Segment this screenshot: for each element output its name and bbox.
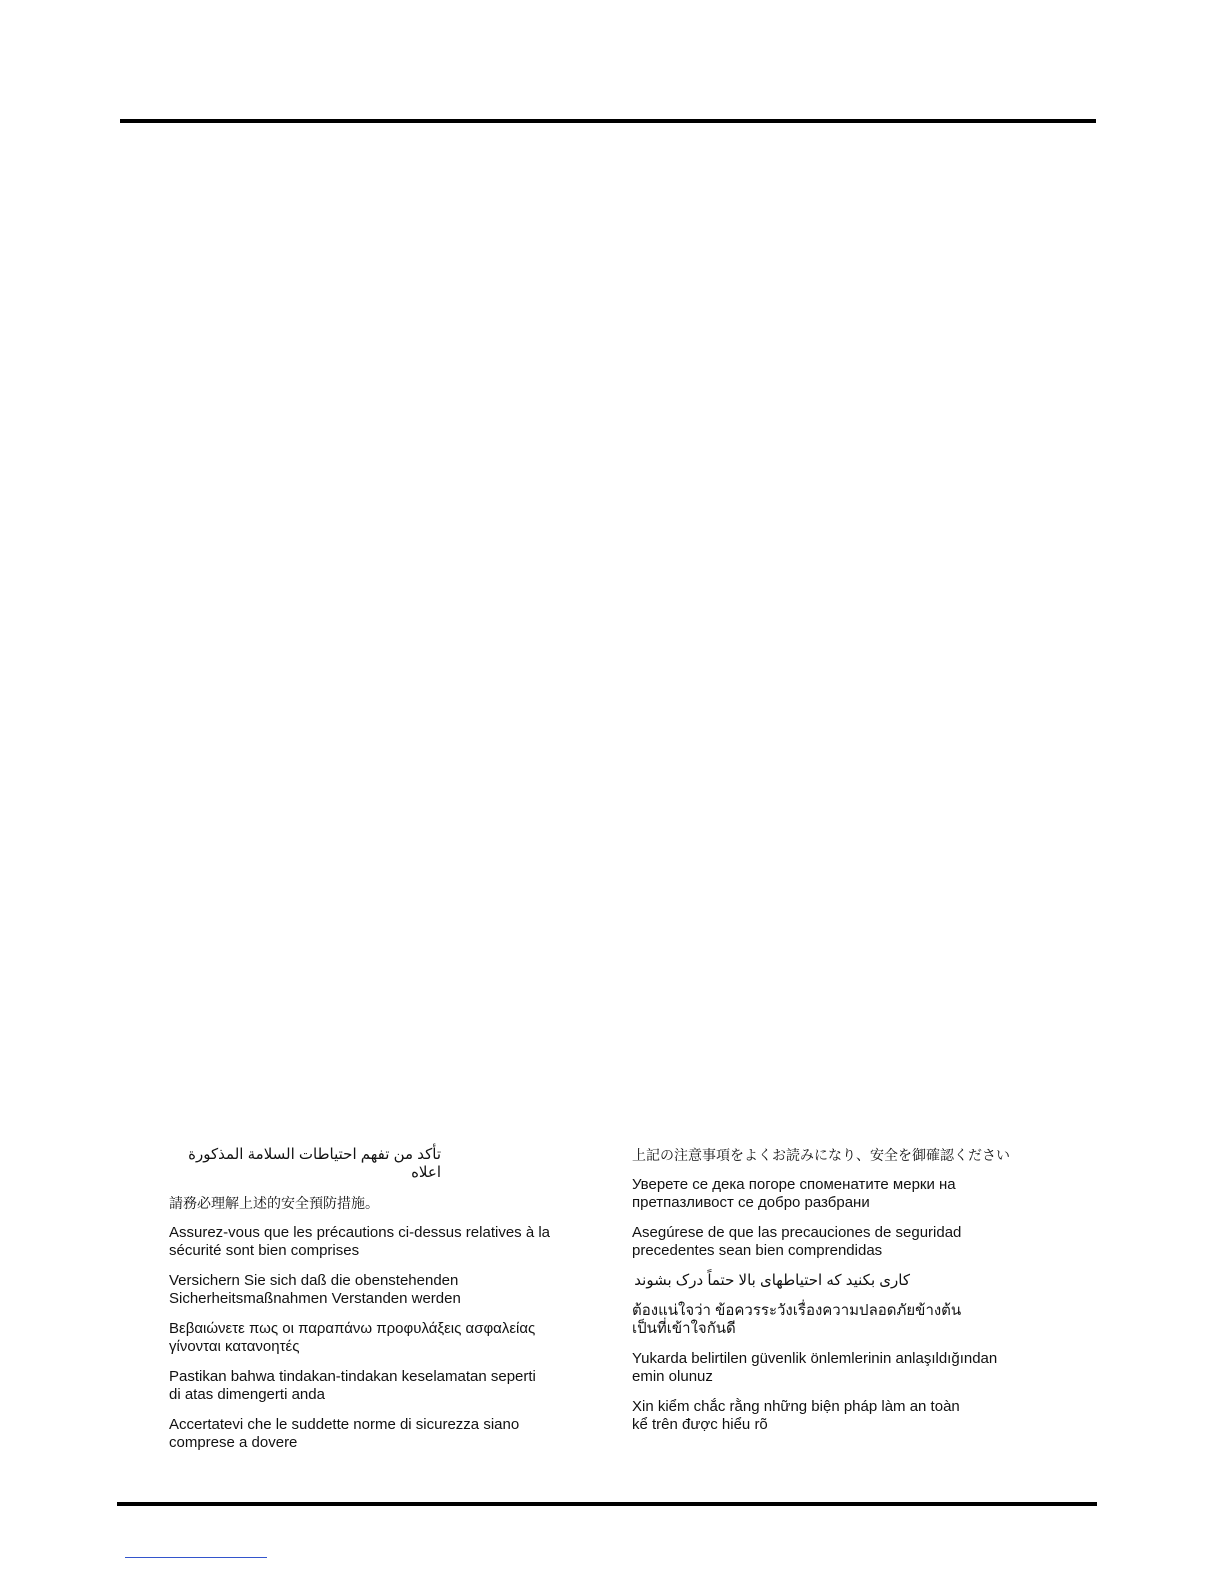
safety-notes-right-column: [632, 1146, 1042, 1446]
safety-note-persian: کاری بکنید که احتیاطهای بالا حتماً درک بشوند: [634, 1272, 910, 1289]
safety-note-arabic: تأكد من تفهم احتياطات السلامة المذكورة اعلاه: [188, 1146, 441, 1181]
safety-note-spanish: Asegúrese de que las precauciones de seguridad precedentes sean bien comprendidas: [632, 1224, 962, 1259]
safety-note-greek: Βεβαιώνετε πως οι παραπάνω προφυλάξεις ασφαλείας γίνονται κατανοητές: [169, 1320, 536, 1355]
safety-note-macedonian: Уверете се дека погоре споменатите мерки на претпазливост се добро разбрани: [632, 1176, 956, 1211]
top-horizontal-rule: [120, 119, 1096, 123]
safety-note-french: Assurez-vous que les précautions ci-dessus relatives à la sécurité sont bien comprises: [169, 1224, 551, 1259]
safety-note-indonesian: Pastikan bahwa tindakan-tindakan keselamatan seperti di atas dimengerti anda: [169, 1368, 536, 1403]
safety-note-chinese: 請務必理解上述的安全預防措施。: [169, 1195, 379, 1211]
footer-link-underline: [125, 1557, 267, 1558]
safety-note-turkish: Yukarda belirtilen güvenlik önlemlerinin anlaşıldığından emin olunuz: [632, 1350, 998, 1385]
bottom-horizontal-rule: [117, 1502, 1097, 1506]
safety-note-german: Versichern Sie sich daß die obenstehenden Sicherheitsmaßnahmen Verstanden werden: [169, 1272, 461, 1307]
safety-note-japanese: 上記の注意事項をよくお読みになり、安全を御確認ください: [632, 1147, 1010, 1163]
safety-note-thai: ต้องแน่ใจว่า ข้อควรระวังเรื่องความปลอดภัยข้างต้น เป็นที่เข้าใจกันดี: [632, 1302, 962, 1337]
safety-note-vietnamese: Xin kiểm chắc rằng những biện pháp làm an toàn kể trên được hiểu rõ: [632, 1398, 960, 1433]
safety-notes-left-column: [169, 1146, 589, 1464]
safety-note-italian: Accertatevi che le suddette norme di sicurezza siano comprese a dovere: [169, 1416, 520, 1451]
